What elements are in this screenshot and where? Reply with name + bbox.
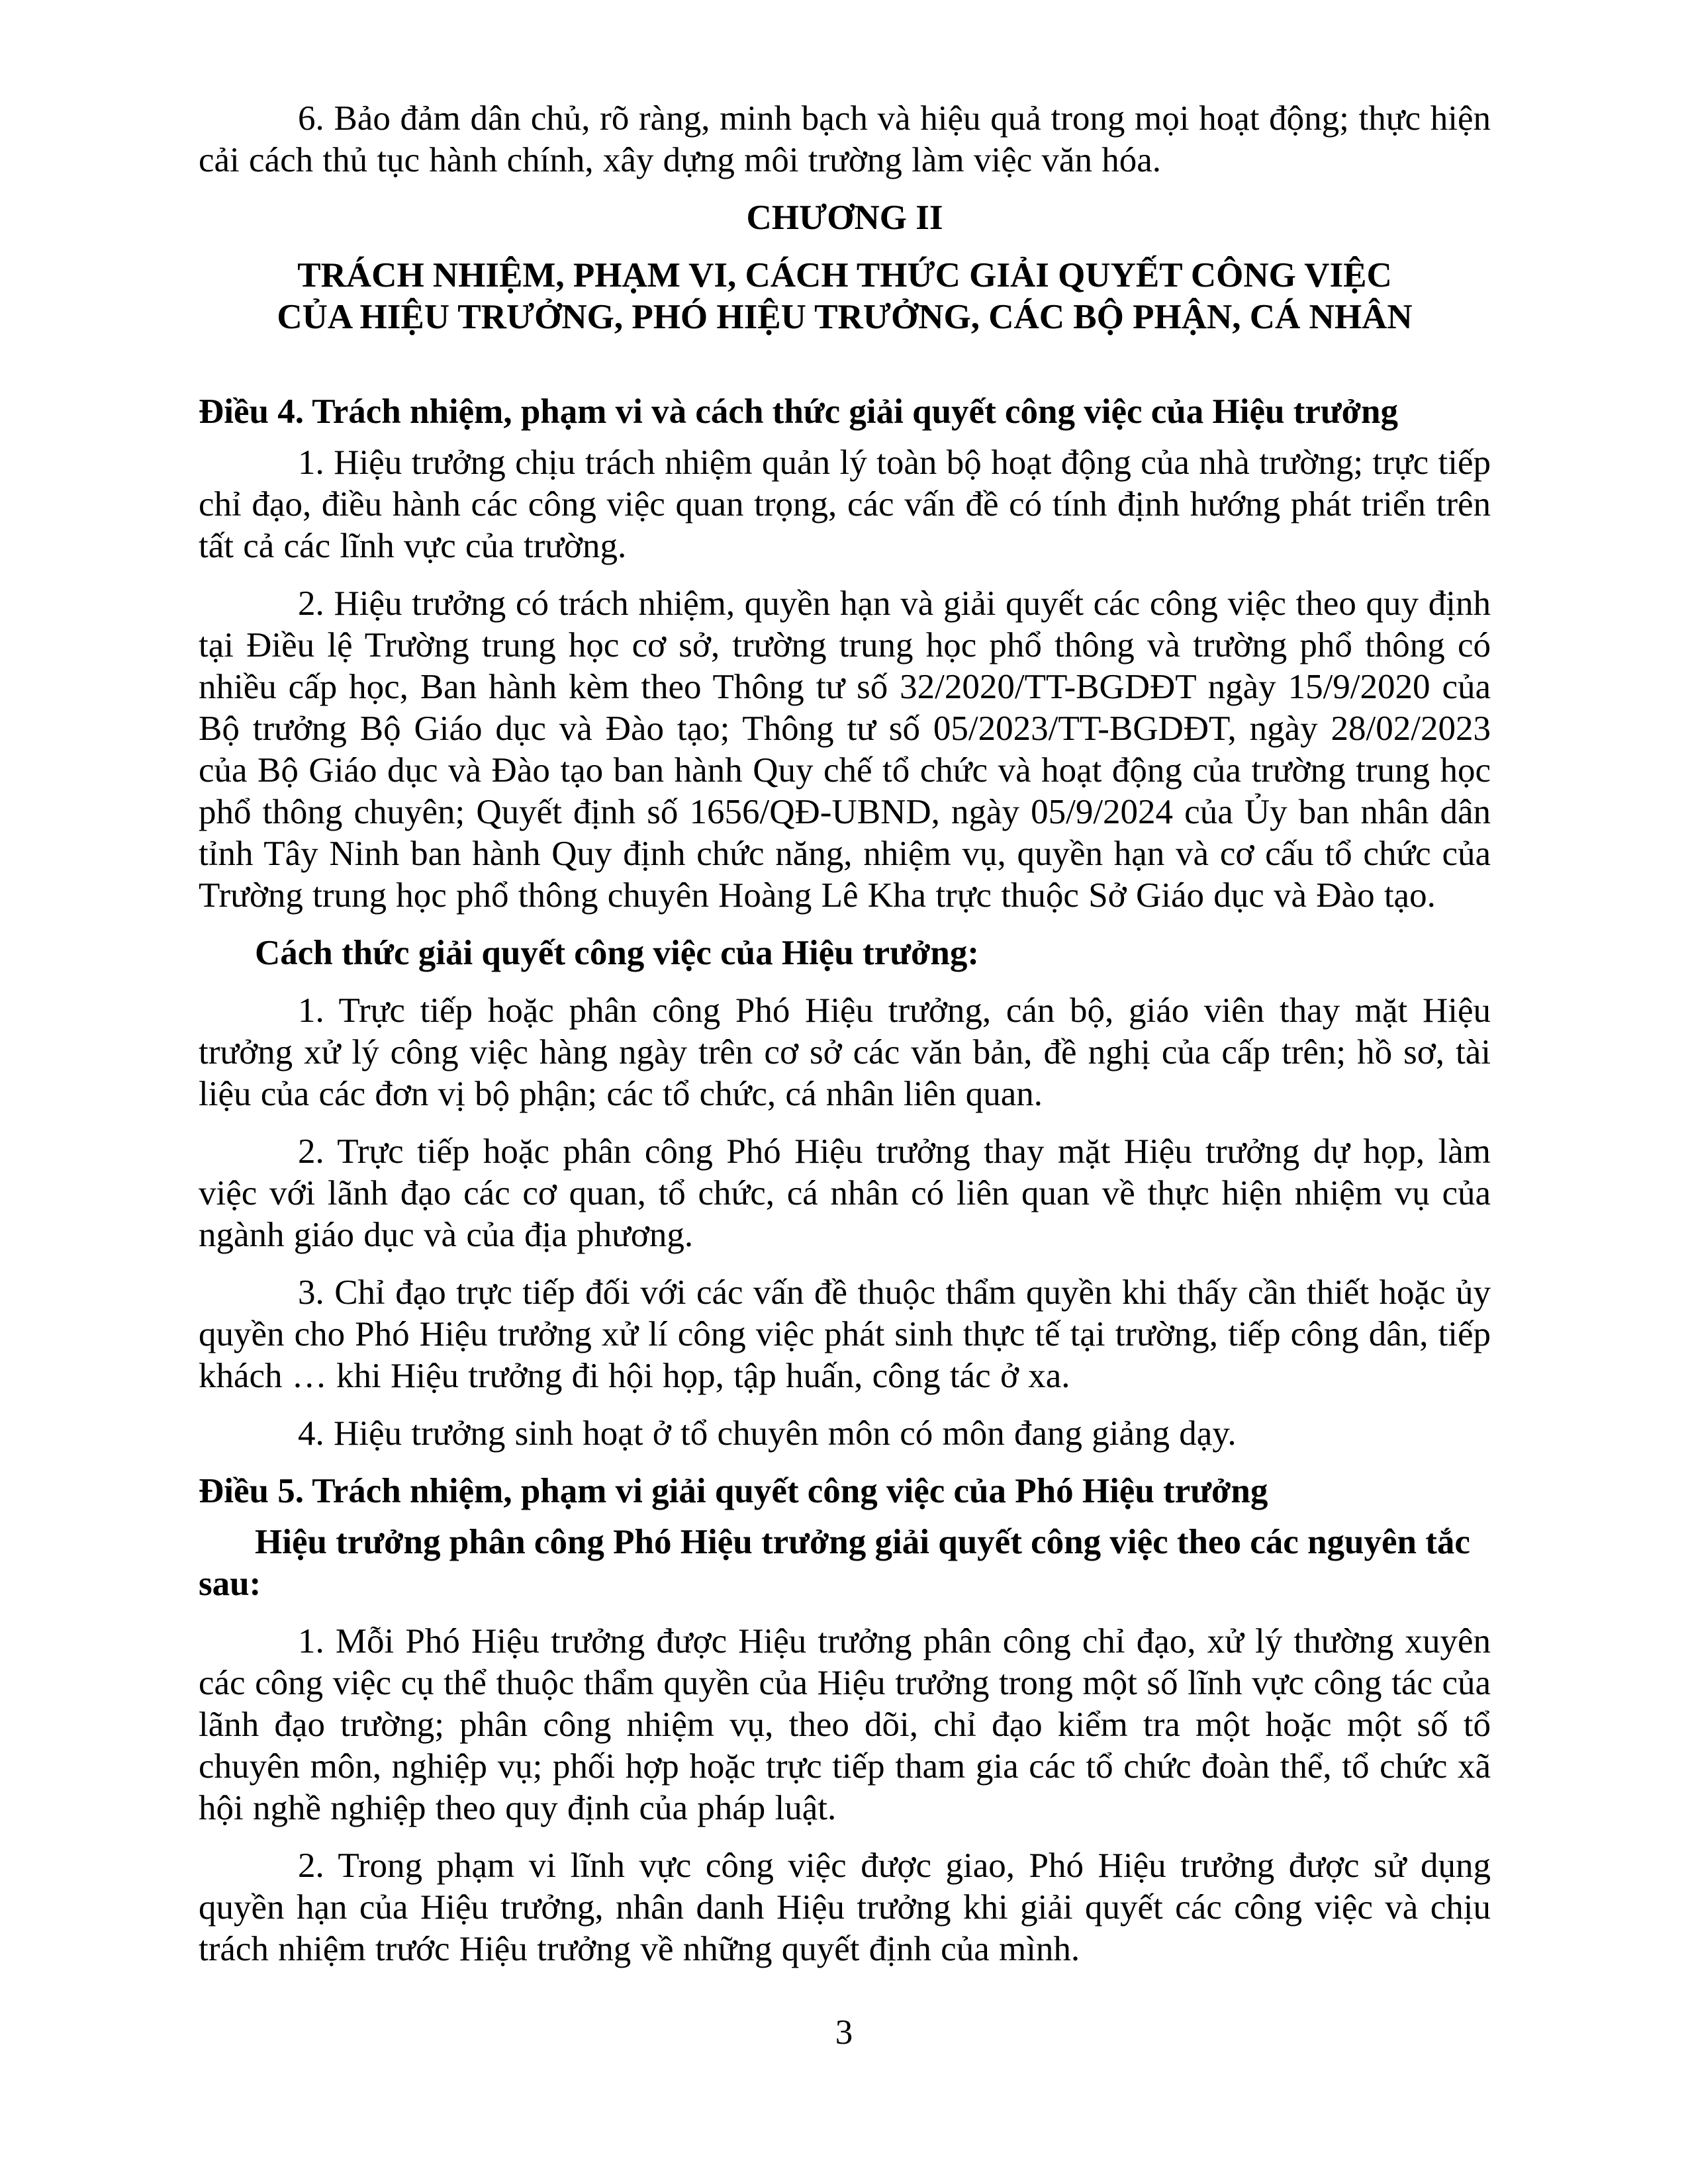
- article4-item-1: 1. Trực tiếp hoặc phân công Phó Hiệu trưởng, cán bộ, giáo viên thay mặt Hiệu trưởng xử lý công việc hàng ngày trên cơ sở các văn bản, đề nghị của cấp trên; hồ sơ, tài liệu của các đơn vị bộ phận; các tổ chức, cá nhân liên quan.: [199, 991, 1491, 1113]
- article4-subheading: Cách thức giải quyết công việc của Hiệu trưởng:: [255, 934, 979, 972]
- article4-paragraph-1: 1. Hiệu trưởng chịu trách nhiệm quản lý toàn bộ hoạt động của nhà trường; trực tiếp chỉ đạo, điều hành các công việc quan trọng, các vấn đề có tính định hướng phát triển trên tất cả các lĩnh vực của trường.: [199, 443, 1491, 565]
- chapter-title-line2: CỦA HIỆU TRƯỞNG, PHÓ HIỆU TRƯỞNG, CÁC BỘ PHẬN, CÁ NHÂN: [277, 298, 1413, 336]
- chapter-title-line1: TRÁCH NHIỆM, PHẠM VI, CÁCH THỨC GIẢI QUYẾT CÔNG VIỆC: [297, 256, 1392, 295]
- article4-item-2: 2. Trực tiếp hoặc phân công Phó Hiệu trưởng thay mặt Hiệu trưởng dự họp, làm việc với lãnh đạo các cơ quan, tổ chức, cá nhân có liên quan về thực hiện nhiệm vụ của ngành giáo dục và của địa phương.: [199, 1132, 1491, 1254]
- article4-item-3: 3. Chỉ đạo trực tiếp đối với các vấn đề thuộc thẩm quyền khi thấy cần thiết hoặc ủy quyền cho Phó Hiệu trưởng xử lí công việc phát sinh thực tế tại trường, tiếp công dân, tiếp khách … khi Hiệu trưởng đi hội họp, tập huấn, công tác ở xa.: [199, 1273, 1491, 1395]
- article5-paragraph-1: 1. Mỗi Phó Hiệu trưởng được Hiệu trưởng phân công chỉ đạo, xử lý thường xuyên các công việc cụ thể thuộc thẩm quyền của Hiệu trưởng trong một số lĩnh vực công tác của lãnh đạo trường; phân công nhiệm vụ, theo dõi, chỉ đạo kiểm tra một hoặc một số tổ chuyên môn, nghiệp vụ; phối hợp hoặc trực tiếp tham gia các tổ chức đoàn thể, tổ chức xã hội nghề nghiệp theo quy định của pháp luật.: [199, 1622, 1491, 1827]
- intro-paragraph: 6. Bảo đảm dân chủ, rõ ràng, minh bạch và hiệu quả trong mọi hoạt động; thực hiện cải cách thủ tục hành chính, xây dựng môi trường làm việc văn hóa.: [199, 99, 1491, 179]
- article4-item-4: 4. Hiệu trưởng sinh hoạt ở tổ chuyên môn có môn đang giảng dạy.: [298, 1414, 1237, 1453]
- article5-subheading: Hiệu trưởng phân công Phó Hiệu trưởng giải quyết công việc theo các nguyên tắc sau:: [199, 1523, 1470, 1603]
- article4-paragraph-2: 2. Hiệu trưởng có trách nhiệm, quyền hạn và giải quyết các công việc theo quy định tại Điều lệ Trường trung học cơ sở, trường trung học phổ thông và trường phổ thông có nhiều cấp học, Ban hành kèm theo Thông tư số 32/2020/TT-BGDĐT ngày 15/9/2020 của Bộ trưởng Bộ Giáo dục và Đào tạo; Thông tư số 05/2023/TT-BGDĐT, ngày 28/02/2023 của Bộ Giáo dục và Đào tạo ban hành Quy chế tổ chức và hoạt động của trường trung học phổ thông chuyên; Quyết định số 1656/QĐ-UBND, ngày 05/9/2024 của Ủy ban nhân dân tỉnh Tây Ninh ban hành Quy định chức năng, nhiệm vụ, quyền hạn và cơ cấu tổ chức của Trường trung học phổ thông chuyên Hoàng Lê Kha trực thuộc Sở Giáo dục và Đào tạo.: [199, 584, 1491, 915]
- chapter-label: CHƯƠNG II: [746, 199, 943, 237]
- article4-heading: Điều 4. Trách nhiệm, phạm vi và cách thức giải quyết công việc của Hiệu trưởng: [199, 392, 1398, 431]
- article5-heading: Điều 5. Trách nhiệm, phạm vi giải quyết công việc của Phó Hiệu trưởng: [199, 1472, 1268, 1510]
- page-number: 3: [835, 2013, 853, 2052]
- chapter-title: [199, 255, 1491, 338]
- article5-paragraph-2: 2. Trong phạm vi lĩnh vực công việc được giao, Phó Hiệu trưởng được sử dụng quyền hạn của Hiệu trưởng, nhân danh Hiệu trưởng khi giải quyết các công việc và chịu trách nhiệm trước Hiệu trưởng về những quyết định của mình.: [199, 1846, 1491, 1968]
